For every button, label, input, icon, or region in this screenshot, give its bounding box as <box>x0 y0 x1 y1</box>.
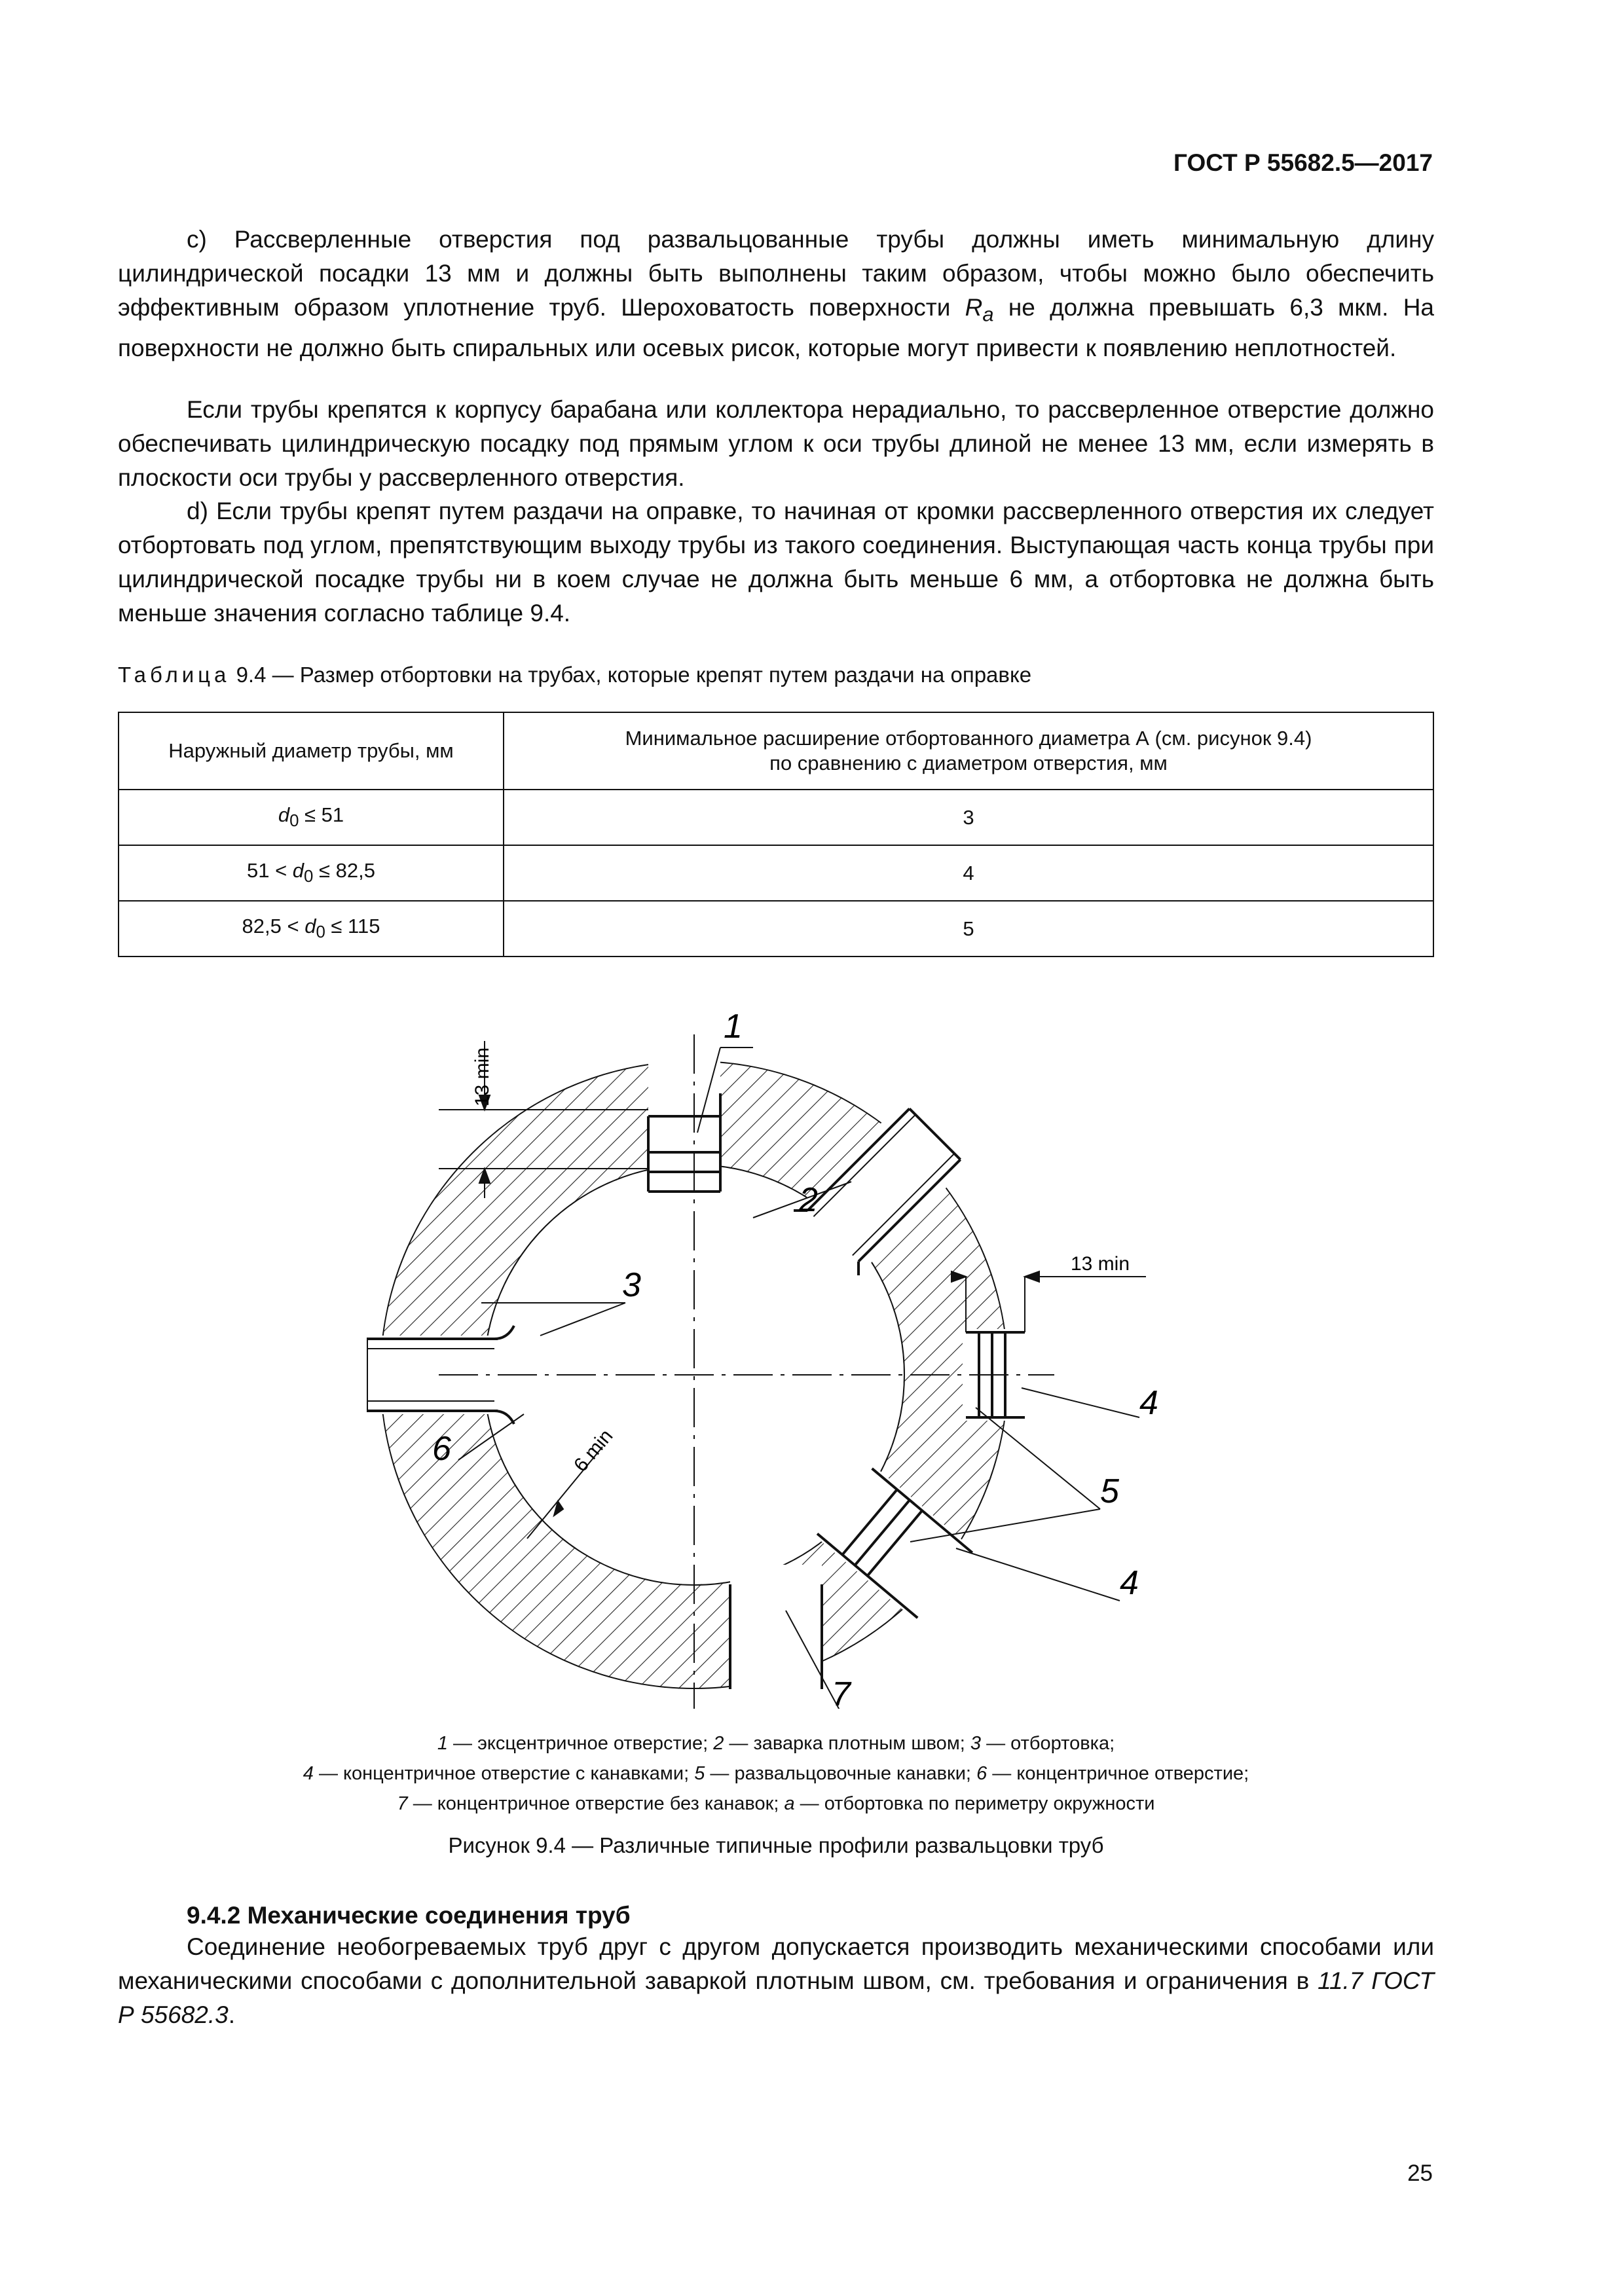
callout-2: 2 <box>799 1181 818 1219</box>
flaring-size-table <box>118 712 1434 957</box>
paragraph-d-text: d) Если трубы крепят путем раздачи на оправке, то начиная от кромки рассверленного отверстия их следует отбортовать под углом, препятствующим выходу трубы из такого соединения. Выступающая часть конца трубы при цилиндрической посадке трубы ни в коем случае не должна быть меньше 6 мм, а отбортовка не должна быть меньше значения согласно таблице 9.4. <box>118 498 1434 627</box>
diameter-subscript: 0 <box>316 923 325 942</box>
range-suffix: ≤ 82,5 <box>313 859 375 883</box>
callout-4-right: 4 <box>1139 1384 1158 1422</box>
legend-line <box>118 1728 1434 1758</box>
table-row <box>119 901 1433 957</box>
header-min-expansion <box>504 712 1433 790</box>
range-prefix: 51 < <box>246 859 293 883</box>
figure-caption: Рисунок 9.4 — Различные типичные профили развальцовки труб <box>448 1833 1104 1857</box>
legend-text: — эксцентричное отверстие; <box>447 1733 714 1754</box>
table-row <box>119 845 1433 901</box>
paragraph-c-text: с) Рассверленные отверстия под развальцованные трубы должны иметь минимальную длину цилиндрической посадки 13 мм и должны быть выполнены таким образом, чтобы можно было обеспечить эффективным образом уплотнение труб. Шероховатость поверхности <box>118 226 1434 321</box>
diameter-range-cell <box>119 845 504 901</box>
callout-7: 7 <box>832 1675 851 1709</box>
legend-text: — развальцовочные канавки; <box>705 1763 977 1784</box>
legend-key: 1 <box>437 1733 448 1754</box>
diameter-range-cell <box>119 790 504 845</box>
paragraph-d <box>118 494 1434 630</box>
legend-line <box>118 1789 1434 1819</box>
legend-text: — отбортовка по периметру окружности <box>794 1793 1155 1814</box>
diameter-symbol: d <box>278 803 290 827</box>
diameter-symbol: d <box>304 915 316 938</box>
legend-key: 5 <box>694 1763 705 1784</box>
legend-key: 3 <box>970 1733 982 1754</box>
table-caption <box>118 663 1031 687</box>
paragraph-end: . <box>228 2001 235 2028</box>
header-outer-diameter: Наружный диаметр трубы, мм <box>119 712 504 790</box>
expansion-value-cell: 3 <box>504 790 1433 845</box>
diameter-symbol: d <box>292 859 304 883</box>
drum-wall-section <box>367 1002 1257 1709</box>
callout-5: 5 <box>1100 1472 1119 1510</box>
header-min-expansion-line1: Минимальное расширение отбортованного диаметра А (см. рисунок 9.4) <box>625 727 1312 750</box>
roughness-symbol: R <box>965 294 983 321</box>
dim-6-label: 6 min <box>570 1425 618 1476</box>
legend-key: 2 <box>713 1733 724 1754</box>
legend-text: — концентричное отверстие без канавок; <box>407 1793 784 1814</box>
legend-key: а <box>784 1793 795 1814</box>
table-header-row <box>119 712 1433 790</box>
expansion-value-cell: 4 <box>504 845 1433 901</box>
paragraph-nonradial <box>118 393 1434 495</box>
paragraph-mechanical <box>118 1930 1434 2032</box>
page-number: 25 <box>1407 2160 1433 2186</box>
paragraph-mechanical-text: Соединение необогреваемых труб друг с другом допускается производить механическими способами или механическими способами с дополнительной заваркой плотным швом, см. требования и ограничения в <box>118 1933 1434 1994</box>
dim-13-horizontal-label: 13 min <box>1070 1253 1130 1275</box>
table-row <box>119 790 1433 845</box>
dim-13-vertical-label: 13 min <box>471 1047 493 1107</box>
range-prefix: 82,5 < <box>242 915 305 938</box>
standard-reference: 11.7 ГОСТ Р 55682.3 <box>118 1967 1434 2028</box>
roughness-subscript: a <box>982 302 994 326</box>
expansion-value-cell: 5 <box>504 901 1433 957</box>
legend-key: 4 <box>303 1763 314 1784</box>
paragraph-c <box>118 223 1434 365</box>
legend-line <box>118 1758 1434 1789</box>
callout-3: 3 <box>622 1266 641 1304</box>
diameter-subscript: 0 <box>304 867 314 886</box>
section-heading: 9.4.2 Механические соединения труб <box>187 1902 631 1929</box>
paragraph-c-text-end: не должна превышать 6,3 мкм. На поверхности не должно быть спиральных или осевых рисок, которые могут привести к появлению неплотностей. <box>118 294 1434 362</box>
callout-4-lower: 4 <box>1120 1564 1139 1602</box>
range-suffix: ≤ 51 <box>299 803 344 827</box>
callout-6: 6 <box>432 1430 451 1468</box>
range-suffix: ≤ 115 <box>325 915 380 938</box>
legend-key: 7 <box>397 1793 408 1814</box>
callout-1: 1 <box>724 1008 743 1046</box>
legend-text: — отбортовка; <box>981 1733 1115 1754</box>
diameter-subscript: 0 <box>289 812 299 831</box>
figure-legend <box>118 1728 1434 1819</box>
legend-key: 6 <box>976 1763 987 1784</box>
table-caption-word: Таблица <box>118 663 231 687</box>
paragraph-nonradial-text: Если трубы крепятся к корпусу барабана или коллектора нерадиально, то рассверленное отверстие должно обеспечивать цилиндрическую посадку под прямым углом к оси трубы длиной не менее 13 мм, если измерять в плоскости оси трубы у рассверленного отверстия. <box>118 396 1434 491</box>
table-caption-text: 9.4 — Размер отбортовки на трубах, которые крепят путем раздачи на оправке <box>236 663 1032 687</box>
legend-text: — концентричное отверстие; <box>987 1763 1249 1784</box>
diameter-range-cell <box>119 901 504 957</box>
header-min-expansion-line2: по сравнению с диаметром отверстия, мм <box>769 752 1168 774</box>
legend-text: — концентричное отверстие с канавками; <box>313 1763 695 1784</box>
legend-text: — заварка плотным швом; <box>724 1733 970 1754</box>
tube-expansion-figure <box>367 1002 1257 1709</box>
document-header: ГОСТ Р 55682.5—2017 <box>1173 149 1433 176</box>
